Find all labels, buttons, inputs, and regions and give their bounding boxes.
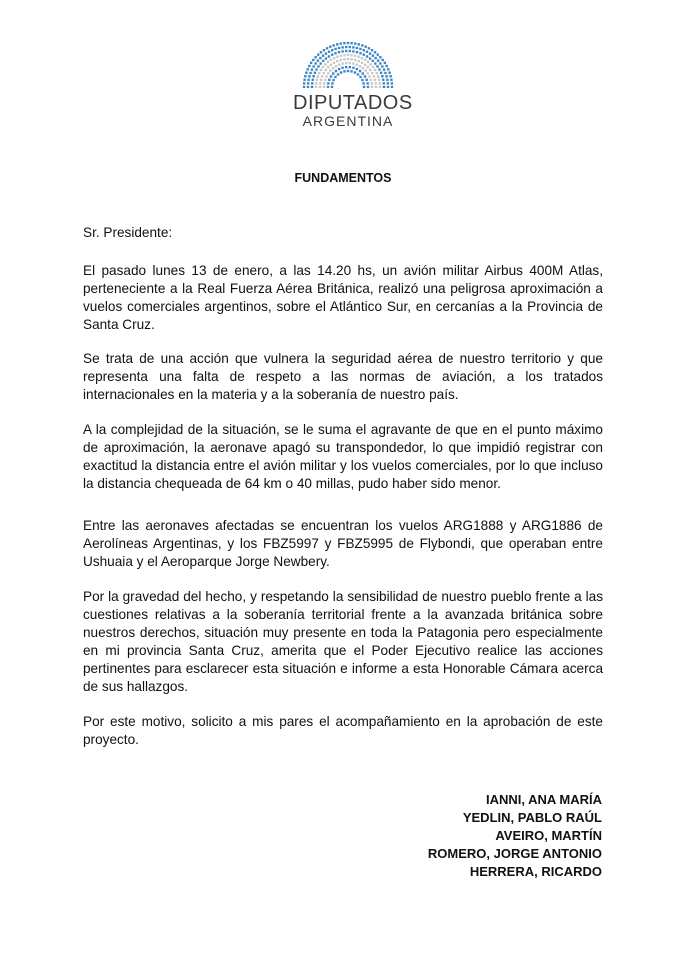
- hemicycle-seat: [391, 86, 393, 88]
- hemicycle-seat: [387, 82, 389, 84]
- hemicycle-seat: [354, 42, 356, 44]
- hemicycle-seat: [379, 82, 381, 84]
- hemicycle-seat: [322, 55, 324, 57]
- hemicycle-seat: [349, 62, 351, 64]
- hemicycle-seat: [336, 43, 338, 45]
- hemicycle-seat: [314, 56, 316, 58]
- logo-subtitle: ARGENTINA: [302, 113, 394, 129]
- hemicycle-seat: [369, 63, 371, 65]
- hemicycle-seat: [354, 55, 356, 57]
- hemicycle-seat: [352, 50, 354, 52]
- hemicycle-seat: [303, 86, 305, 88]
- hemicycle-seat: [352, 62, 354, 64]
- hemicycle-seat: [322, 60, 324, 62]
- hemicycle-seat: [352, 46, 354, 48]
- hemicycle-seat: [361, 44, 363, 46]
- hemicycle-seat: [333, 57, 335, 59]
- hemicycle-seat: [378, 68, 380, 70]
- hemicycle-seat: [381, 75, 383, 77]
- hemicycle-icon: [295, 40, 401, 88]
- hemicycle-seat: [343, 54, 345, 56]
- hemicycle-seat: [330, 64, 332, 66]
- hemicycle-seat: [327, 72, 329, 74]
- hemicycle-seat: [315, 82, 317, 84]
- hemicycle-seat: [307, 86, 309, 88]
- hemicycle-seat: [345, 66, 347, 68]
- hemicycle-seat: [303, 79, 305, 81]
- hemicycle-seat: [364, 46, 366, 48]
- hemicycle-seat: [311, 68, 313, 70]
- hemicycle-seat: [317, 75, 319, 77]
- hemicycle-seat: [349, 50, 351, 52]
- hemicycle-seat: [335, 65, 337, 67]
- hemicycle-seat: [341, 62, 343, 64]
- hemicycle-seat: [356, 63, 358, 65]
- hemicycle-seat: [325, 69, 327, 71]
- hemicycle-seat: [354, 59, 356, 61]
- hemicycle-seat: [366, 55, 368, 57]
- hemicycle-seat: [328, 55, 330, 57]
- hemicycle-seat: [371, 72, 373, 74]
- hemicycle-seat: [347, 70, 349, 72]
- hemicycle-seat: [327, 82, 329, 84]
- hemicycle-seat: [374, 79, 376, 81]
- hemicycle-seat: [322, 66, 324, 68]
- hemicycle-seat: [359, 70, 361, 72]
- hemicycle-seat: [369, 69, 371, 71]
- hemicycle-seat: [374, 69, 376, 71]
- hemicycle-seat: [314, 62, 316, 64]
- hemicycle-seat: [361, 79, 363, 81]
- hemicycle-seat: [350, 58, 352, 60]
- hemicycle-seat: [368, 75, 370, 77]
- hemicycle-seat: [307, 68, 309, 70]
- hemicycle-seat: [305, 72, 307, 74]
- hemicycle-seat: [312, 65, 314, 67]
- hemicycle-seat: [327, 86, 329, 88]
- hemicycle-seat: [347, 58, 349, 60]
- hemicycle-seat: [326, 47, 328, 49]
- hemicycle-seat: [387, 68, 389, 70]
- hemicycle-seat: [371, 86, 373, 88]
- hemicycle-seat: [338, 51, 340, 53]
- hemicycle-seat: [318, 72, 320, 74]
- hemicycle-seat: [341, 50, 343, 52]
- hemicycle-seat: [390, 79, 392, 81]
- hemicycle-seat: [323, 86, 325, 88]
- hemicycle-seat: [324, 63, 326, 65]
- hemicycle-seat: [311, 82, 313, 84]
- hemicycle-seat: [327, 66, 329, 68]
- hemicycle-seat: [376, 65, 378, 67]
- hemicycle-seat: [309, 72, 311, 74]
- hemicycle-seat: [329, 69, 331, 71]
- hemicycle-seat: [367, 72, 369, 74]
- hemicycle-seat: [334, 52, 336, 54]
- hemicycle-seat: [335, 70, 337, 72]
- hemicycle-seat: [319, 86, 321, 88]
- hemicycle-seat: [340, 71, 342, 73]
- hemicycle-seat: [338, 47, 340, 49]
- hemicycle-seat: [325, 52, 327, 54]
- signer-name: HERRERA, RICARDO: [469, 864, 602, 879]
- paragraph: Se trata de una acción que vulnera la seguridad aérea de nuestro territorio y que representa una falta de respeto a las normas de aviación, a los tratados internacionales en la materia y a la soberanía de nuestro país.: [83, 351, 603, 402]
- hemicycle-seat: [331, 53, 333, 55]
- hemicycle-seat: [328, 79, 330, 81]
- hemicycle-seat: [332, 79, 334, 81]
- hemicycle-seat: [332, 67, 334, 69]
- hemicycle-seat: [325, 75, 327, 77]
- hemicycle-seat: [357, 56, 359, 58]
- hemicycle-seat: [310, 62, 312, 64]
- hemicycle-seat: [325, 57, 327, 59]
- hemicycle-seat: [354, 71, 356, 73]
- hemicycle-seat: [330, 75, 332, 77]
- hemicycle-seat: [312, 59, 314, 61]
- hemicycle-seat: [367, 61, 369, 63]
- hemicycle-seat: [376, 72, 378, 74]
- hemicycle-seat: [332, 72, 334, 74]
- hemicycle-seat: [368, 47, 370, 49]
- hemicycle-seat: [317, 65, 319, 67]
- signer-name: AVEIRO, MARTÍN: [495, 828, 602, 843]
- hemicycle-seat: [370, 79, 372, 81]
- hemicycle-seat: [330, 59, 332, 61]
- hemicycle-seat: [349, 46, 351, 48]
- hemicycle-seat: [372, 55, 374, 57]
- hemicycle-seat: [316, 79, 318, 81]
- hemicycle-seat: [375, 82, 377, 84]
- hemicycle-seat: [319, 62, 321, 64]
- hemicycle-seat: [343, 58, 345, 60]
- hemicycle-seat: [321, 75, 323, 77]
- hemicycle-seat: [337, 73, 339, 75]
- hemicycle-seat: [315, 68, 317, 70]
- hemicycle-seat: [386, 65, 388, 67]
- hemicycle-seat: [372, 60, 374, 62]
- hemicycle-seat: [341, 67, 343, 69]
- hemicycle-seat: [383, 86, 385, 88]
- hemicycle-seat: [378, 79, 380, 81]
- hemicycle-seat: [358, 60, 360, 62]
- hemicycle-seat: [385, 75, 387, 77]
- hemicycle-seat: [338, 63, 340, 65]
- hemicycle-seat: [363, 53, 365, 55]
- hemicycle-seat: [382, 79, 384, 81]
- hemicycle-seat: [331, 49, 333, 51]
- hemicycle-seat: [336, 60, 338, 62]
- hemicycle-seat: [366, 51, 368, 53]
- hemicycle-seat: [319, 82, 321, 84]
- hemicycle-seat: [323, 82, 325, 84]
- hemicycle-seat: [319, 57, 321, 59]
- hemicycle-seat: [307, 82, 309, 84]
- hemicycle-seat: [369, 52, 371, 54]
- hemicycle-seat: [375, 86, 377, 88]
- hemicycle-seat: [336, 56, 338, 58]
- hemicycle-seat: [374, 62, 376, 64]
- hemicycle-seat: [374, 57, 376, 59]
- hemicycle-seat: [333, 62, 335, 64]
- hemicycle-seat: [387, 86, 389, 88]
- hemicycle-seat: [320, 69, 322, 71]
- hemicycle-seat: [323, 49, 325, 51]
- hemicycle-seat: [369, 57, 371, 59]
- hemicycle-seat: [379, 56, 381, 58]
- hemicycle-seat: [347, 54, 349, 56]
- signer-name: IANNI, ANA MARÍA: [485, 792, 602, 807]
- hemicycle-seat: [320, 79, 322, 81]
- signer-name: YEDLIN, PABLO RAÚL: [462, 810, 602, 825]
- hemicycle-seat: [362, 67, 364, 69]
- hemicycle-seat: [359, 76, 361, 78]
- hemicycle-seat: [367, 66, 369, 68]
- hemicycle-seat: [386, 79, 388, 81]
- hemicycle-seat: [308, 75, 310, 77]
- hemicycle-seat: [334, 48, 336, 50]
- hemicycle-seat: [347, 42, 349, 44]
- hemicycle-seat: [307, 79, 309, 81]
- hemicycle-seat: [317, 53, 319, 55]
- hemicycle-seat: [340, 42, 342, 44]
- document-heading: FUNDAMENTOS: [294, 171, 392, 185]
- hemicycle-seat: [317, 59, 319, 61]
- hemicycle-seat: [356, 51, 358, 53]
- hemicycle-seat: [328, 51, 330, 53]
- hemicycle-seat: [382, 59, 384, 61]
- hemicycle-seat: [380, 72, 382, 74]
- hemicycle-seat: [345, 50, 347, 52]
- hemicycle-seat: [343, 70, 345, 72]
- hemicycle-seat: [391, 82, 393, 84]
- hemicycle-seat: [340, 55, 342, 57]
- hemicycle-seat: [304, 75, 306, 77]
- hemicycle-seat: [363, 86, 365, 88]
- hemicycle-seat: [333, 44, 335, 46]
- hemicycle-seat: [311, 86, 313, 88]
- hemicycle-seat: [345, 46, 347, 48]
- paragraph: El pasado lunes 13 de enero, a las 14.20 hs, un avión militar Airbus 400M Atlas, perteneciente a la Real Fuerza Aérea Británica, realizó una peligrosa aproximación a vuelos comerciales argentinos, sobre el Atlántico Sur, en cercanías a la Provincia de Santa Cruz.: [83, 263, 603, 332]
- hemicycle-seat: [312, 79, 314, 81]
- paragraph: Por la gravedad del hecho, y respetando la sensibilidad de nuestro pueblo frente a las cuestiones relativas a la soberanía territorial frente a la avanzada británica sobre nuestros derechos, situación muy presente en toda la Patagonia pero especialmente en mi provincia Santa Cruz, amerita que el Poder Ejecutivo realice las acciones pertinentes para esclarecer esta situación e informe a esta Honorable Cámara acerca de sus hallazgos.: [83, 589, 603, 694]
- hemicycle-seat: [381, 65, 383, 67]
- hemicycle-seat: [366, 82, 368, 84]
- hemicycle-seat: [384, 72, 386, 74]
- hemicycle-seat: [357, 73, 359, 75]
- hemicycle-seat: [371, 49, 373, 51]
- hemicycle-seat: [350, 42, 352, 44]
- hemicycle-seat: [345, 62, 347, 64]
- hemicycle-seat: [372, 66, 374, 68]
- hemicycle-seat: [356, 47, 358, 49]
- hemicycle-seat: [312, 75, 314, 77]
- hemicycle-seat: [308, 65, 310, 67]
- hemicycle-seat: [364, 64, 366, 66]
- hemicycle-seat: [349, 66, 351, 68]
- hemicycle-seat: [359, 52, 361, 54]
- paragraph: Por este motivo, solicito a mis pares el acompañamiento en la aprobación de este proyecto.: [83, 714, 603, 747]
- hemicycle-seat: [358, 43, 360, 45]
- hemicycle-seat: [367, 86, 369, 88]
- hemicycle-seat: [374, 51, 376, 53]
- hemicycle-seat: [384, 62, 386, 64]
- hemicycle-seat: [314, 72, 316, 74]
- hemicycle-seat: [388, 72, 390, 74]
- hemicycle-seat: [359, 48, 361, 50]
- hemicycle-seat: [356, 68, 358, 70]
- hemicycle-seat: [361, 57, 363, 59]
- hemicycle-seat: [323, 72, 325, 74]
- greeting: Sr. Presidente:: [83, 225, 173, 240]
- hemicycle-seat: [362, 72, 364, 74]
- hemicycle-seat: [359, 65, 361, 67]
- paragraph: A la complejidad de la situación, se le suma el agravante de que en el punto máximo de aproximación, la aeronave apagó su transpondedor, lo que impidió registrar con exactitud la distancia entre el avión militar y los vuelos comerciales, por lo que incluso la distancia chequeada de 64 km o 40 millas, pudo haber sido menor.: [83, 422, 603, 491]
- signers-list: [428, 791, 602, 881]
- hemicycle-seat: [377, 75, 379, 77]
- paragraph: Entre las aeronaves afectadas se encuentran los vuelos ARG1888 y ARG1886 de Aerolíneas Argentinas, y los FBZ5997 y FBZ5995 de Flybondi, que operaban entre Ushuaia y el Aeroparque Jorge Newbery.: [83, 518, 603, 569]
- hemicycle-seat: [320, 51, 322, 53]
- hemicycle-seat: [341, 46, 343, 48]
- hemicycle-seat: [361, 62, 363, 64]
- hemicycle-seat: [343, 42, 345, 44]
- hemicycle-seat: [334, 76, 336, 78]
- hemicycle-seat: [365, 79, 367, 81]
- hemicycle-seat: [389, 75, 391, 77]
- hemicycle-seat: [383, 82, 385, 84]
- hemicycle-seat: [383, 68, 385, 70]
- hemicycle-seat: [350, 70, 352, 72]
- hemicycle-seat: [364, 59, 366, 61]
- hemicycle-seat: [363, 49, 365, 51]
- hemicycle-seat: [331, 82, 333, 84]
- hemicycle-seat: [377, 59, 379, 61]
- hemicycle-seat: [364, 75, 366, 77]
- hemicycle-seat: [379, 62, 381, 64]
- diputados-argentina-logo: [293, 40, 413, 135]
- hemicycle-seat: [303, 82, 305, 84]
- hemicycle-seat: [362, 82, 364, 84]
- hemicycle-seat: [352, 67, 354, 69]
- hemicycle-seat: [329, 46, 331, 48]
- hemicycle-seat: [350, 54, 352, 56]
- hemicycle-seat: [338, 68, 340, 70]
- hemicycle-seat: [371, 82, 373, 84]
- hemicycle-seat: [324, 79, 326, 81]
- hemicycle-seat: [373, 75, 375, 77]
- hemicycle-seat: [331, 86, 333, 88]
- hemicycle-seat: [379, 86, 381, 88]
- hemicycle-seat: [340, 59, 342, 61]
- hemicycle-seat: [364, 69, 366, 71]
- logo-title: DIPUTADOS: [293, 92, 413, 114]
- hemicycle-seat: [315, 86, 317, 88]
- hemicycle-seat: [377, 53, 379, 55]
- hemicycle-seat: [327, 61, 329, 63]
- signer-name: ROMERO, JORGE ANTONIO: [427, 846, 602, 861]
